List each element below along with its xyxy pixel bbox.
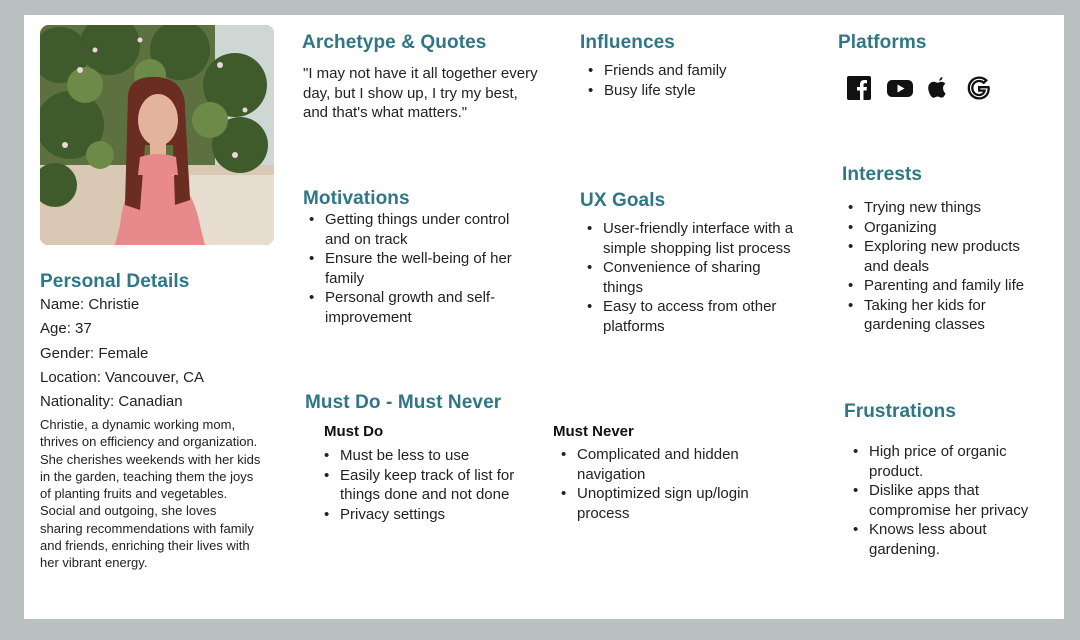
persona-card [24,15,1064,619]
motivations-list [303,210,533,327]
list-item: • Easy to access from other platforms [581,297,801,336]
list-item: • Parenting and family life [842,276,1047,296]
list-item: • Getting things under control and on track [303,210,533,249]
list-item: • Complicated and hidden navigation [555,445,775,484]
list-item: • Easily keep track of list for things done and not done [318,466,540,505]
influences-list [582,61,792,100]
list-item: • Organizing [842,218,1047,238]
archetype-title: Archetype & Quotes [302,32,487,53]
persona-photo [40,25,274,245]
frustrations-list [847,442,1047,559]
list-item: • Unoptimized sign up/login process [555,484,775,523]
list-item: • Busy life style [582,81,792,101]
persona-bio: Christie, a dynamic working mom, thrives on efficiency and organization. She cherishes weekends with her kids in the garden, teaching them the joys of planting fruits and vegetables. Social and outgoing, she loves sharing recommendations with family and friends, enriching their lives with her vibrant energy. [40,417,261,571]
list-item: • Personal growth and self-improvement [303,288,533,327]
list-item: • Must be less to use [318,446,540,466]
detail-name: Name: Christie [40,296,140,313]
list-item: • Ensure the well-being of her family [303,249,533,288]
must-never-title: Must Never [553,423,634,440]
google-icon[interactable] [966,75,992,101]
facebook-icon[interactable] [846,75,872,101]
platforms-icons [846,75,992,101]
list-item: • Knows less about gardening. [847,520,1047,559]
personal-details-title: Personal Details [40,271,190,292]
ux-goals-title: UX Goals [580,190,666,211]
list-item: • Taking her kids for gardening classes [842,296,1047,335]
detail-location: Location: Vancouver, CA [40,368,204,386]
detail-gender: Gender: Female [40,344,149,362]
must-do-list [318,446,540,524]
list-item: • High price of organic product. [847,442,1047,481]
platforms-title: Platforms [838,32,927,53]
must-never-list [555,445,775,523]
detail-age: Age: 37 [40,320,92,338]
must-do-title: Must Do [324,423,384,440]
influences-title: Influences [580,32,675,53]
list-item: • Privacy settings [318,505,540,525]
motivations-title: Motivations [303,188,410,209]
personal-details-list [40,293,270,414]
must-title: Must Do - Must Never [305,392,502,413]
list-item: • Convenience of sharing things [581,258,801,297]
list-item: • Trying new things [842,198,1047,218]
interests-title: Interests [842,164,923,185]
apple-icon[interactable] [926,75,952,101]
list-item: • Dislike apps that compromise her privacy [847,481,1047,520]
persona-quote: "I may not have it all together every day, but I show up, I try my best, and that's what matters." [303,65,538,121]
frustrations-title: Frustrations [844,401,957,422]
list-item: • Friends and family [582,61,792,81]
ux-goals-list [581,219,801,336]
list-item: • Exploring new products and deals [842,237,1047,276]
detail-nationality: Nationality: Canadian [40,393,183,411]
youtube-icon[interactable] [886,75,912,101]
interests-list [842,198,1047,335]
list-item: • User-friendly interface with a simple shopping list process [581,219,801,258]
